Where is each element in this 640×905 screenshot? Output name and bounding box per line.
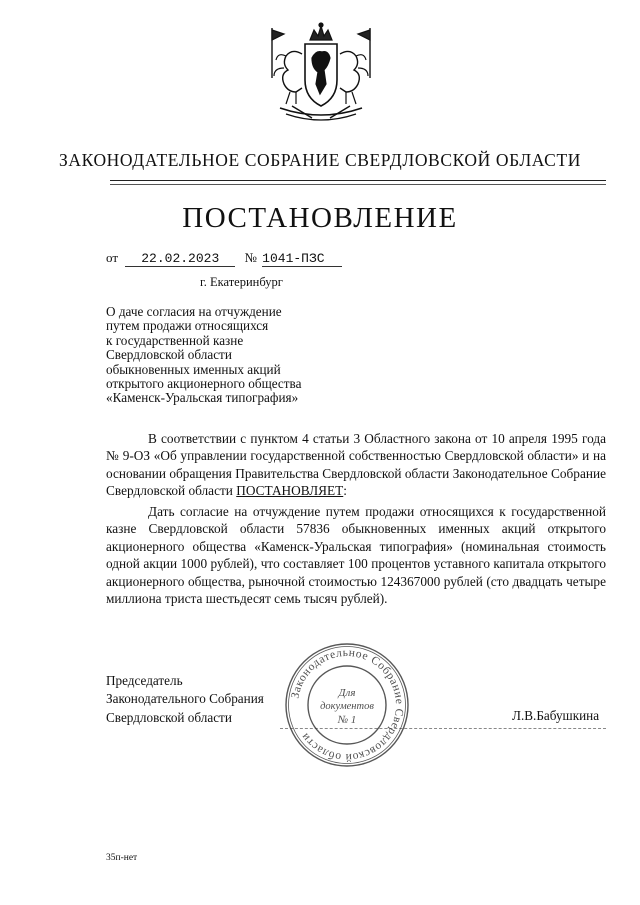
city: г. Екатеринбург: [200, 275, 283, 289]
date-number-row: [106, 250, 342, 267]
organization-title: ЗАКОНОДАТЕЛЬНОЕ СОБРАНИЕ СВЕРДЛОВСКОЙ ОБЛАСТИ: [59, 150, 581, 170]
signatory-title-line: Свердловской области: [106, 709, 232, 725]
number-prefix: №: [244, 250, 257, 265]
signatory-title: [106, 672, 264, 727]
signatory-title-line: Председатель: [106, 673, 183, 688]
footer-code: 35п-нет: [106, 853, 138, 863]
document-type: ПОСТАНОВЛЕНИЕ: [182, 202, 458, 234]
signatory-title-line: Законодательного Собрания: [106, 691, 264, 707]
subject-line: О даче согласия на отчуждение: [106, 304, 282, 319]
subject-line: открытого акционерного общества: [106, 376, 302, 392]
document-subject: [106, 305, 406, 406]
coat-of-arms-icon: [262, 22, 380, 126]
subject-line: путем продажи относящихся: [106, 318, 269, 334]
stamp-center-line-2: документов: [320, 701, 374, 712]
date-prefix: от: [106, 250, 119, 265]
subject-line: «Каменск-Уральская типография»: [106, 390, 299, 406]
subject-line: обыкновенных именных акций: [106, 361, 281, 377]
stamp-ring-text: Законодательное Собрание Свердловской области: [289, 646, 406, 764]
subject-line: к государственной казне: [106, 332, 244, 348]
stamp-center-line-1: Для: [338, 687, 356, 699]
decision-word: ПОСТАНОВЛЯЕТ: [236, 483, 344, 499]
document-date: 22.02.2023: [125, 251, 235, 267]
body-paragraph-1: [106, 430, 606, 500]
header-divider-thin: [110, 184, 606, 185]
header-divider: [110, 180, 606, 181]
signatory-name: Л.В.Бабушкина: [512, 708, 600, 723]
paragraph-1-text: В соответствии с пунктом 4 статьи 3 Областного закона от 10 апреля 1995 года № 9-ОЗ «Об управлении государственной собственностью Свердловской области» и на основании обращения Правительства Свердловской области Законодательное Собрание Свердловской области: [106, 431, 606, 499]
stamp-center-line-3: № 1: [337, 714, 357, 726]
subject-line: Свердловской области: [106, 347, 232, 363]
document-number: 1041-ПЗС: [262, 251, 342, 267]
paragraph-1-end: :: [343, 483, 347, 499]
body-paragraph-2: Дать согласие на отчуждение путем продажи относящихся к государственной казне Свердловской области 57836 обыкновенных именных акций открытого акционерного общества «Каменск-Уральская типография» (номинальная стоимость одной акции 1000 рублей), что составляет 100 процентов уставного капитала открытого акционерного общества, рыночной стоимостью 124367000 рублей (сто двадцать четыре миллиона триста шестьдесят семь тысяч рублей).: [106, 504, 606, 607]
official-stamp: [283, 641, 411, 769]
